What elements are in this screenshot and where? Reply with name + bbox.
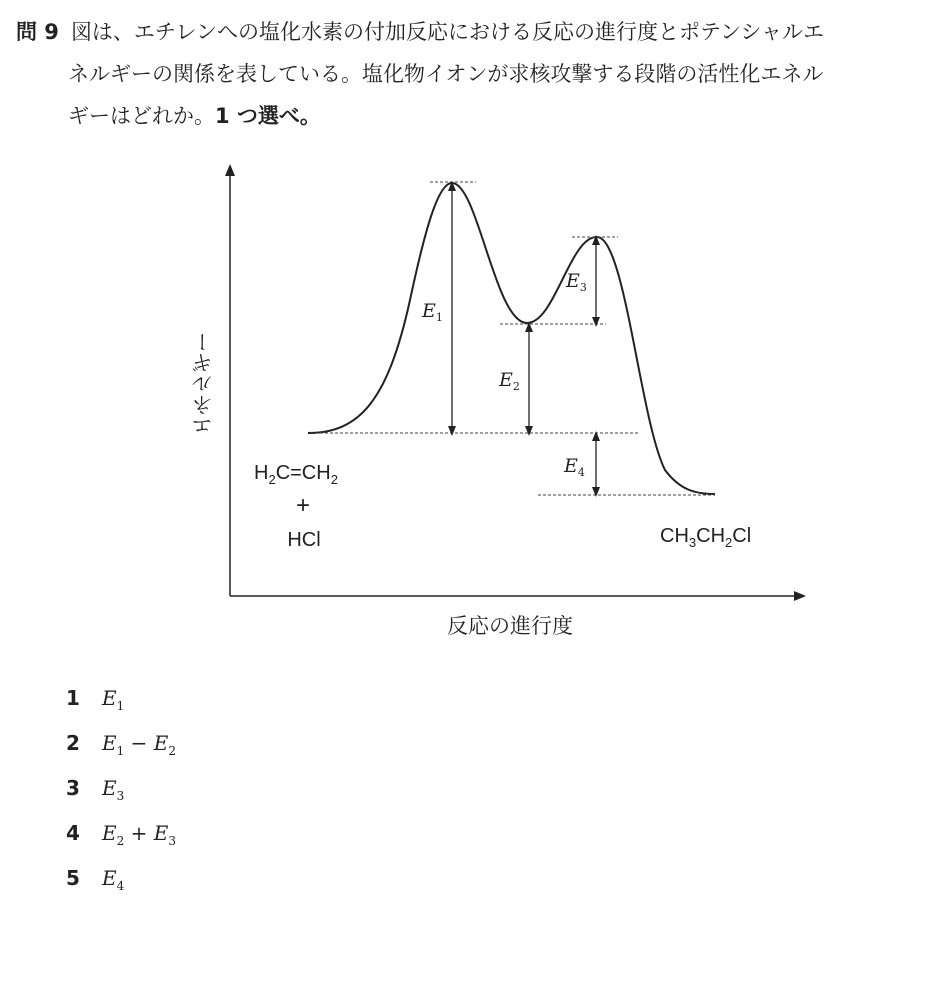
question-line-1 xyxy=(16,22,824,43)
option-1[interactable] xyxy=(66,686,124,716)
option-number: 1 xyxy=(66,686,80,710)
option-number: 3 xyxy=(66,776,80,800)
reactant-ethylene: $H_2C=CH_2$ xyxy=(254,462,338,487)
product-label: $CH_3CH_2Cl$ xyxy=(660,525,752,550)
option-3[interactable] xyxy=(66,776,124,806)
energy-curve xyxy=(308,183,715,494)
question-text-3a: ギーはどれか。 xyxy=(68,104,215,128)
e2-label: $E_2$ xyxy=(499,369,520,393)
y-axis-label: エネルギー xyxy=(191,331,215,437)
e4-label: $E_4$ xyxy=(564,455,585,479)
reactant-plus: + xyxy=(295,492,311,519)
energy-diagram xyxy=(0,150,940,650)
option-expression: $E_4$ xyxy=(102,866,125,893)
option-expression: $E_3$ xyxy=(102,776,125,803)
e3-label: $E_3$ xyxy=(566,270,587,294)
option-5[interactable] xyxy=(66,866,124,896)
question-line-3 xyxy=(68,106,321,127)
x-axis-label: 反応の進行度 xyxy=(447,614,573,638)
option-expression: $E_1 - E_2$ xyxy=(102,731,176,758)
question-line-2 xyxy=(68,64,823,85)
question-text-1: 図は、エチレンへの塩化水素の付加反応における反応の進行度とポテンシャルエ xyxy=(70,20,824,44)
option-4[interactable] xyxy=(66,821,176,851)
option-expression: $E_1$ xyxy=(102,686,125,713)
question-text-3b: 1 つ選べ。 xyxy=(215,104,321,128)
question-number: 問 9 xyxy=(16,20,59,44)
reactant-hcl: HCl xyxy=(287,529,321,551)
option-2[interactable] xyxy=(66,731,176,761)
option-number: 2 xyxy=(66,731,80,755)
question-text-2: ネルギーの関係を表している。塩化物イオンが求核攻撃する段階の活性化エネル xyxy=(68,62,824,86)
e1-label: $E_1$ xyxy=(422,300,443,324)
option-expression: $E_2 + E_3$ xyxy=(102,821,176,848)
option-number: 4 xyxy=(66,821,80,845)
option-number: 5 xyxy=(66,866,80,890)
